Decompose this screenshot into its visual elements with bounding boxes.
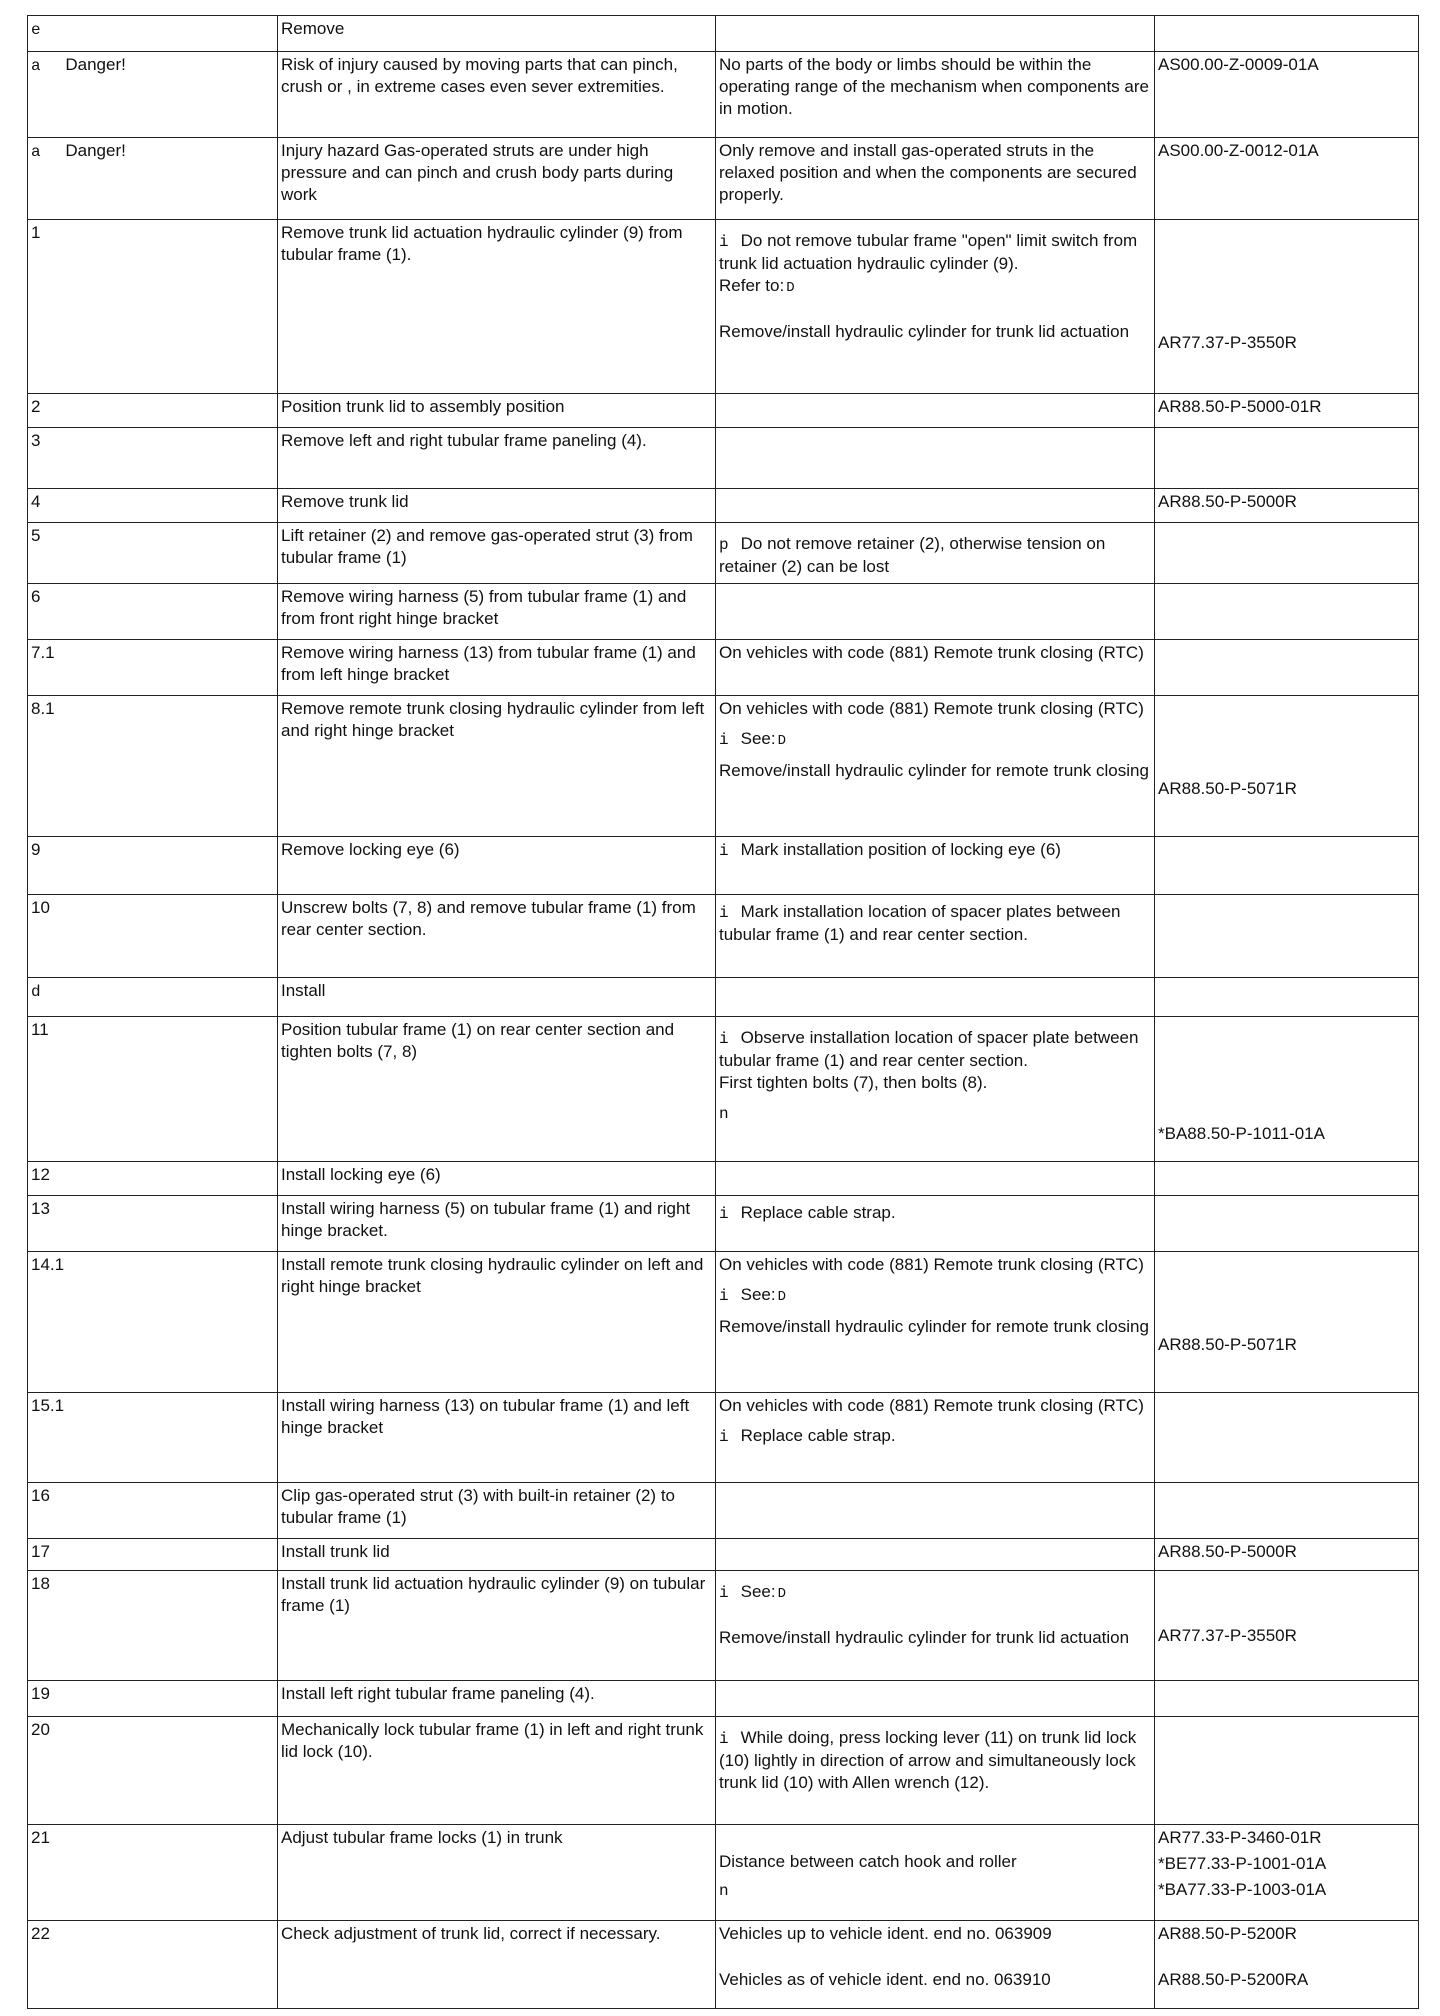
step-number: 2	[31, 397, 41, 416]
step-cell	[28, 640, 278, 696]
document-link-icon[interactable]: D	[777, 1586, 786, 1602]
table-row	[28, 428, 1419, 489]
refs-cell	[1155, 394, 1419, 428]
action-cell	[278, 16, 716, 52]
notes-cell	[716, 523, 1155, 584]
action-cell	[278, 1825, 716, 1921]
note-text: Replace cable strap.	[740, 1203, 896, 1222]
note-text: Distance between catch hook and roller	[719, 1852, 1017, 1871]
action-cell	[278, 1393, 716, 1483]
notes-cell	[716, 1571, 1155, 1681]
refs-cell	[1155, 1681, 1419, 1717]
notes-cell	[716, 837, 1155, 895]
step-cell	[28, 584, 278, 640]
ref-link[interactable]: *BA77.33-P-1003-01A	[1158, 1880, 1327, 1899]
action-cell	[278, 489, 716, 523]
warning-icon: p	[719, 536, 729, 554]
table-row	[28, 1483, 1419, 1539]
notes-cell	[716, 1252, 1155, 1393]
step-cell	[28, 1825, 278, 1921]
step-number: 12	[31, 1165, 50, 1184]
action-cell	[278, 584, 716, 640]
ref-link[interactable]: AR88.50-P-5200R	[1158, 1924, 1297, 1943]
notes-cell	[716, 584, 1155, 640]
table-row	[28, 1252, 1419, 1393]
notes-cell	[716, 1717, 1155, 1825]
action-text: Remove wiring harness (13) from tubular frame (1) and from left hinge bracket	[281, 643, 696, 684]
notes-cell	[716, 428, 1155, 489]
table-row	[28, 978, 1419, 1017]
action-cell	[278, 1539, 716, 1571]
notes-cell	[716, 220, 1155, 394]
step-cell	[28, 696, 278, 837]
ref-link[interactable]: AS00.00-Z-0012-01A	[1158, 141, 1319, 160]
action-text: Lift retainer (2) and remove gas-operated strut (3) from tubular frame (1)	[281, 526, 693, 567]
step-marker: d	[31, 983, 41, 1001]
table-row	[28, 1921, 1419, 2009]
danger-icon: a	[31, 57, 41, 75]
ref-link[interactable]: AS00.00-Z-0009-01A	[1158, 55, 1319, 74]
notes-cell	[716, 1681, 1155, 1717]
table-row	[28, 696, 1419, 837]
table-row	[28, 489, 1419, 523]
step-number: 17	[31, 1542, 50, 1561]
action-cell	[278, 837, 716, 895]
refs-cell	[1155, 523, 1419, 584]
notes-cell	[716, 1162, 1155, 1196]
refs-cell	[1155, 584, 1419, 640]
step-cell	[28, 1162, 278, 1196]
step-cell	[28, 138, 278, 220]
action-text: Clip gas-operated strut (3) with built-in retainer (2) to tubular frame (1)	[281, 1486, 675, 1527]
step-cell	[28, 16, 278, 52]
action-cell	[278, 220, 716, 394]
step-cell	[28, 394, 278, 428]
note-link-text[interactable]: Remove/install hydraulic cylinder for remote trunk closing	[719, 761, 1149, 780]
action-text: Install left right tubular frame paneling (4).	[281, 1684, 595, 1703]
step-cell	[28, 1681, 278, 1717]
action-cell	[278, 523, 716, 584]
procedure-table	[27, 15, 1419, 2009]
info-icon: i	[719, 1730, 729, 1748]
notes-cell	[716, 1483, 1155, 1539]
notes-cell	[716, 895, 1155, 978]
action-cell	[278, 52, 716, 138]
info-icon: i	[719, 1428, 729, 1446]
info-icon: i	[719, 842, 729, 860]
info-icon: i	[719, 233, 729, 251]
action-text: Install remote trunk closing hydraulic cylinder on left and right hinge bracket	[281, 1255, 704, 1296]
step-cell	[28, 1571, 278, 1681]
section-heading: Remove	[281, 19, 345, 38]
notes-cell	[716, 489, 1155, 523]
action-text: Injury hazard Gas-operated struts are under high pressure and can pinch and crush body parts during work	[281, 141, 674, 204]
action-text: Install wiring harness (13) on tubular frame (1) and left hinge bracket	[281, 1396, 690, 1437]
refs-cell	[1155, 1196, 1419, 1252]
note-text: Refer to:	[719, 276, 785, 295]
notes-cell	[716, 1921, 1155, 2009]
refs-cell	[1155, 1393, 1419, 1483]
notes-cell	[716, 138, 1155, 220]
step-cell	[28, 523, 278, 584]
step-number: 4	[31, 492, 41, 511]
info-icon: i	[719, 1287, 729, 1305]
note-text: See:	[740, 729, 776, 748]
table-row	[28, 138, 1419, 220]
note-text: On vehicles with code (881) Remote trunk closing (RTC)	[719, 699, 1144, 718]
ref-link[interactable]: AR88.50-P-5200RA	[1158, 1970, 1309, 1989]
info-icon: i	[719, 1584, 729, 1602]
ref-link[interactable]: AR88.50-P-5000R	[1158, 492, 1297, 511]
action-cell	[278, 895, 716, 978]
action-cell	[278, 138, 716, 220]
notes-cell	[716, 16, 1155, 52]
note-text: Replace cable strap.	[740, 1426, 896, 1445]
table-row	[28, 1393, 1419, 1483]
danger-icon: a	[31, 143, 41, 161]
action-cell	[278, 1681, 716, 1717]
refs-cell	[1155, 138, 1419, 220]
step-cell	[28, 1717, 278, 1825]
procedure-document	[27, 15, 1418, 2009]
table-row	[28, 1571, 1419, 1681]
table-row	[28, 1717, 1419, 1825]
note-text: See:	[740, 1582, 776, 1601]
ref-link[interactable]: AR88.50-P-5000R	[1158, 1542, 1297, 1561]
refs-cell	[1155, 895, 1419, 978]
action-cell	[278, 696, 716, 837]
step-number: 3	[31, 431, 41, 450]
action-text: Check adjustment of trunk lid, correct if necessary.	[281, 1924, 661, 1943]
table-row	[28, 837, 1419, 895]
refs-cell	[1155, 1717, 1419, 1825]
step-cell	[28, 1921, 278, 2009]
ref-link[interactable]: *BA88.50-P-1011-01A	[1158, 1124, 1325, 1143]
refs-cell	[1155, 640, 1419, 696]
action-text: Mechanically lock tubular frame (1) in left and right trunk lid lock (10).	[281, 1720, 704, 1761]
table-row	[28, 394, 1419, 428]
step-number: 20	[31, 1720, 50, 1739]
action-text: Remove trunk lid	[281, 492, 409, 511]
step-number: 7.1	[31, 643, 55, 662]
note-text: On vehicles with code (881) Remote trunk closing (RTC)	[719, 1255, 1144, 1274]
notes-cell	[716, 1825, 1155, 1921]
danger-label: Danger!	[65, 55, 126, 74]
refs-cell	[1155, 978, 1419, 1017]
info-icon: i	[719, 1030, 729, 1048]
note-text: No parts of the body or limbs should be within the operating range of the mechanism when components are in motion.	[719, 55, 1149, 118]
danger-label: Danger!	[65, 141, 126, 160]
step-cell	[28, 1017, 278, 1162]
action-text: Remove left and right tubular frame paneling (4).	[281, 431, 647, 450]
action-cell	[278, 1717, 716, 1825]
step-cell	[28, 52, 278, 138]
refs-cell	[1155, 16, 1419, 52]
action-text: Adjust tubular frame locks (1) in trunk	[281, 1828, 563, 1847]
document-link-icon[interactable]: D	[777, 1289, 786, 1305]
note-text: Mark installation location of spacer plates between tubular frame (1) and rear center section.	[719, 902, 1121, 944]
notes-cell	[716, 52, 1155, 138]
note-text: While doing, press locking lever (11) on trunk lid lock (10) lightly in direction of arrow and simultaneously lock trunk lid (10) with Allen wrench (12).	[719, 1728, 1137, 1792]
table-row	[28, 1681, 1419, 1717]
action-text: Remove remote trunk closing hydraulic cylinder from left and right hinge bracket	[281, 699, 705, 740]
table-row	[28, 16, 1419, 52]
action-text: Remove wiring harness (5) from tubular frame (1) and from front right hinge bracket	[281, 587, 687, 628]
refs-cell	[1155, 489, 1419, 523]
step-cell	[28, 428, 278, 489]
note-text: Vehicles up to vehicle ident. end no. 063909	[719, 1924, 1052, 1943]
note-text: Observe installation location of spacer plate between tubular frame (1) and rear center section.	[719, 1028, 1139, 1070]
note-text: On vehicles with code (881) Remote trunk closing (RTC)	[719, 1396, 1144, 1415]
action-text: Risk of injury caused by moving parts that can pinch, crush or , in extreme cases even sever extremities.	[281, 55, 678, 96]
refs-cell	[1155, 220, 1419, 394]
step-number: 10	[31, 898, 50, 917]
step-cell	[28, 895, 278, 978]
step-cell	[28, 1196, 278, 1252]
refs-cell	[1155, 1483, 1419, 1539]
step-cell	[28, 1393, 278, 1483]
notes-cell	[716, 1539, 1155, 1571]
step-number: 22	[31, 1924, 50, 1943]
note-text: Only remove and install gas-operated struts in the relaxed position and when the components are secured properly.	[719, 141, 1137, 204]
step-number: 1	[31, 223, 41, 242]
note-text: Mark installation position of locking eye (6)	[740, 840, 1061, 859]
step-number: 8.1	[31, 699, 55, 718]
ref-link[interactable]: AR88.50-P-5071R	[1158, 779, 1297, 798]
step-cell	[28, 489, 278, 523]
action-cell	[278, 394, 716, 428]
refs-cell	[1155, 1921, 1419, 2009]
section-heading: Install	[281, 981, 326, 1000]
note-text: First tighten bolts (7), then bolts (8).	[719, 1073, 988, 1092]
step-number: 16	[31, 1486, 50, 1505]
action-cell	[278, 978, 716, 1017]
refs-cell	[1155, 1017, 1419, 1162]
step-number: 5	[31, 526, 41, 545]
action-cell	[278, 1921, 716, 2009]
document-link-icon[interactable]: D	[786, 280, 795, 296]
torque-icon: n	[719, 1882, 729, 1900]
action-cell	[278, 1196, 716, 1252]
notes-cell	[716, 696, 1155, 837]
table-row	[28, 584, 1419, 640]
action-text: Position trunk lid to assembly position	[281, 397, 565, 416]
note-text: Do not remove tubular frame "open" limit switch from trunk lid actuation hydraulic cylinder (9).	[719, 231, 1138, 273]
note-link-text[interactable]: Remove/install hydraulic cylinder for remote trunk closing	[719, 1317, 1149, 1336]
action-text: Unscrew bolts (7, 8) and remove tubular frame (1) from rear center section.	[281, 898, 696, 939]
note-text: Do not remove retainer (2), otherwise tension on retainer (2) can be lost	[719, 534, 1106, 576]
document-link-icon[interactable]: D	[777, 733, 786, 749]
action-text: Install trunk lid	[281, 1542, 390, 1561]
ref-link[interactable]: AR77.33-P-3460-01R	[1158, 1828, 1322, 1847]
notes-cell	[716, 394, 1155, 428]
ref-link[interactable]: AR77.37-P-3550R	[1158, 333, 1297, 352]
step-number: 14.1	[31, 1255, 65, 1274]
info-icon: i	[719, 1205, 729, 1223]
action-cell	[278, 1483, 716, 1539]
table-row	[28, 1017, 1419, 1162]
table-row	[28, 1539, 1419, 1571]
action-cell	[278, 1162, 716, 1196]
step-cell	[28, 1483, 278, 1539]
info-icon: i	[719, 904, 729, 922]
notes-cell	[716, 640, 1155, 696]
step-marker: e	[31, 21, 41, 39]
ref-link[interactable]: AR88.50-P-5071R	[1158, 1335, 1297, 1354]
step-number: 6	[31, 587, 41, 606]
step-cell	[28, 1252, 278, 1393]
step-number: 11	[31, 1020, 49, 1039]
notes-cell	[716, 1393, 1155, 1483]
step-number: 19	[31, 1684, 50, 1703]
step-cell	[28, 837, 278, 895]
note-text: Vehicles as of vehicle ident. end no. 063910	[719, 1970, 1051, 1989]
note-link-text[interactable]: Remove/install hydraulic cylinder for trunk lid actuation	[719, 322, 1130, 341]
step-number: 13	[31, 1199, 50, 1218]
step-cell	[28, 1539, 278, 1571]
table-row	[28, 1162, 1419, 1196]
note-link-text[interactable]: Remove/install hydraulic cylinder for trunk lid actuation	[719, 1628, 1130, 1647]
action-cell	[278, 1571, 716, 1681]
refs-cell	[1155, 1825, 1419, 1921]
action-text: Install locking eye (6)	[281, 1165, 441, 1184]
notes-cell	[716, 1196, 1155, 1252]
action-cell	[278, 640, 716, 696]
table-row	[28, 1196, 1419, 1252]
action-cell	[278, 1252, 716, 1393]
refs-cell	[1155, 1162, 1419, 1196]
table-row	[28, 1825, 1419, 1921]
notes-cell	[716, 1017, 1155, 1162]
step-number: 21	[31, 1828, 50, 1847]
note-text: See:	[740, 1285, 776, 1304]
refs-cell	[1155, 1252, 1419, 1393]
table-row	[28, 895, 1419, 978]
action-text: Position tubular frame (1) on rear center section and tighten bolts (7, 8)	[281, 1020, 675, 1061]
note-text: On vehicles with code (881) Remote trunk closing (RTC)	[719, 643, 1144, 662]
table-row	[28, 220, 1419, 394]
step-number: 18	[31, 1574, 50, 1593]
ref-link[interactable]: AR88.50-P-5000-01R	[1158, 397, 1322, 416]
action-text: Remove locking eye (6)	[281, 840, 460, 859]
ref-link[interactable]: AR77.37-P-3550R	[1158, 1626, 1297, 1645]
ref-link[interactable]: *BE77.33-P-1001-01A	[1158, 1854, 1327, 1873]
action-text: Remove trunk lid actuation hydraulic cylinder (9) from tubular frame (1).	[281, 223, 683, 264]
refs-cell	[1155, 1571, 1419, 1681]
info-icon: i	[719, 731, 729, 749]
table-row	[28, 523, 1419, 584]
action-text: Install wiring harness (5) on tubular frame (1) and right hinge bracket.	[281, 1199, 691, 1240]
notes-cell	[716, 978, 1155, 1017]
step-cell	[28, 978, 278, 1017]
step-number: 15.1	[31, 1396, 65, 1415]
action-cell	[278, 428, 716, 489]
step-number: 9	[31, 840, 41, 859]
refs-cell	[1155, 837, 1419, 895]
table-row	[28, 52, 1419, 138]
action-text: Install trunk lid actuation hydraulic cylinder (9) on tubular frame (1)	[281, 1574, 706, 1615]
action-cell	[278, 1017, 716, 1162]
refs-cell	[1155, 428, 1419, 489]
step-cell	[28, 220, 278, 394]
refs-cell	[1155, 696, 1419, 837]
torque-icon: n	[719, 1105, 729, 1123]
table-row	[28, 640, 1419, 696]
refs-cell	[1155, 1539, 1419, 1571]
refs-cell	[1155, 52, 1419, 138]
